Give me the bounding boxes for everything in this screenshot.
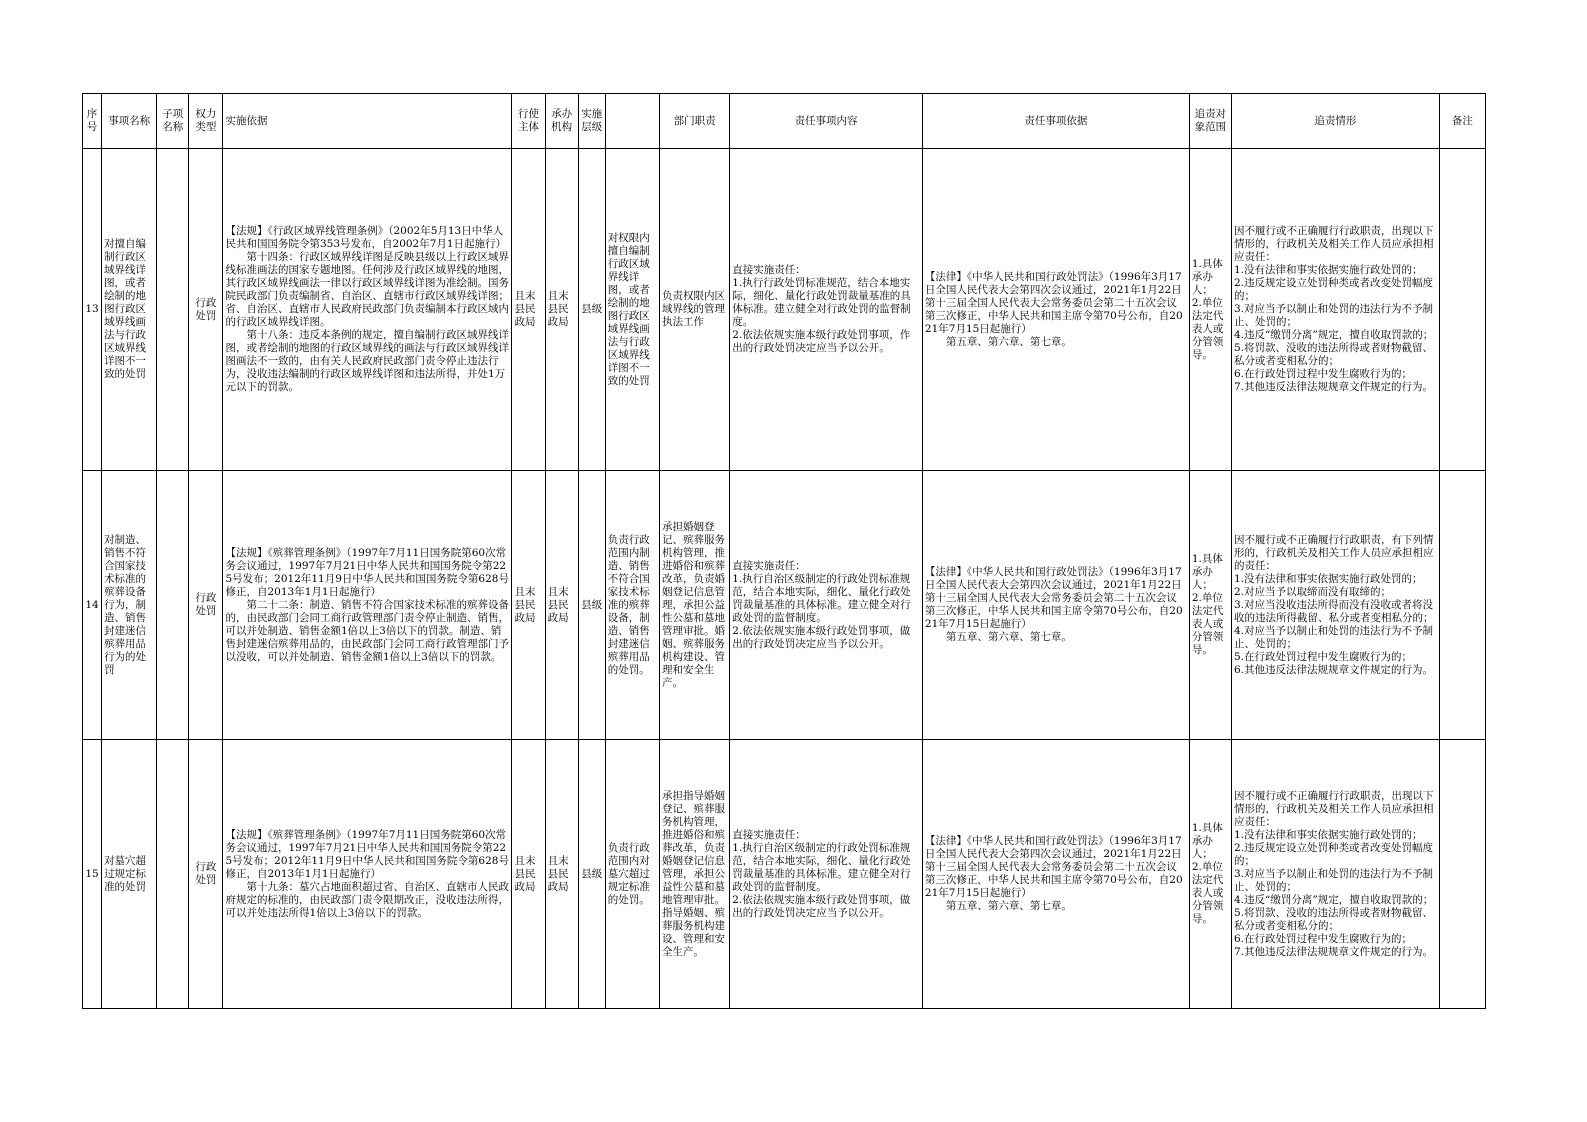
- cell-organ: 且末县民政局: [545, 740, 578, 1009]
- cell-sub-name: [157, 471, 189, 740]
- cell-power-type: 行政处罚: [189, 740, 223, 1009]
- cell-sub-name: [157, 149, 189, 471]
- cell-item-name: 对墓穴超过规定标准的处罚: [102, 740, 157, 1009]
- cell-resp-basis: [922, 471, 1189, 740]
- cell-level: 县级: [578, 740, 605, 1009]
- cell-scope-desc: 负责行政范围内制造、销售不符合国家技术标准的殡葬设备，制造、销售封建迷信殡葬用品的处罚。: [605, 471, 659, 740]
- cell-scope: 1.具体承办人； 2.单位法定代表人或分管领导。: [1189, 149, 1231, 471]
- header-dept-duty: 部门职责: [659, 94, 729, 149]
- cell-basis: [223, 740, 512, 1009]
- cell-remark: [1439, 471, 1485, 740]
- header-resp-content: 责任事项内容: [730, 94, 923, 149]
- basis-line: 【法规】《殡葬管理条例》（1997年7月11日国务院第60次常务会议通过，1997年7月21日中华人民共和国国务院令第225号发布；2012年11月9日中华人民共和国国务院令第628号修正，自2013年1月1日起施行）: [225, 828, 509, 880]
- cell-resp-basis: [922, 740, 1189, 1009]
- cell-scope-desc: 负责行政范围内对墓穴超过规定标准的处罚。: [605, 740, 659, 1009]
- cell-resp-basis: [922, 149, 1189, 471]
- header-resp-basis: 责任事项依据: [922, 94, 1189, 149]
- header-remark: 备注: [1439, 94, 1485, 149]
- header-blank: [605, 94, 659, 149]
- header-scope: 追责对象范围: [1189, 94, 1231, 149]
- cell-dept-duty: 承担指导婚姻登记、殡葬服务机构管理，推进婚俗和殡葬改革，负责婚姻登记信息管理，承担公益性公墓和墓地管理审批。指导婚姻、殡葬服务机构建设、管理和安全生产。: [659, 740, 729, 1009]
- header-level: 实施层级: [578, 94, 605, 149]
- header-power-type: 权力类型: [189, 94, 223, 149]
- cell-dept-duty: 承担婚姻登记、殡葬服务机构管理，推进婚俗和殡葬改革，负责婚姻登记信息管理，承担公益性公墓和墓地管理审批。婚姻、殡葬服务机构建设、管理和安全生产。: [659, 471, 729, 740]
- cell-power-type: 行政处罚: [189, 149, 223, 471]
- header-basis: 实施依据: [223, 94, 512, 149]
- cell-scope-desc: 对权限内擅自编制行政区域界线详图，或者绘制的地图行政区域界线画法与行政区域界线详图不一致的处罚: [605, 149, 659, 471]
- cell-resp-content: 直接实施责任： 1.执行行政处罚标准规范，结合本地实际，细化、量化行政处罚裁量基准的具体标准。建立健全对行政处罚的监督制度。 2.依法依规实施本级行政处罚事项，作出的行政处罚决定应当予以公开。: [730, 149, 923, 471]
- header-item-name: 事项名称: [102, 94, 157, 149]
- basis-line: 第十九条：墓穴占地面积超过省、自治区、直辖市人民政府规定的标准的，由民政部门责令限期改正，没收违法所得，可以并处违法所得1倍以上3倍以下的罚款。: [225, 880, 509, 919]
- cell-item-name: 对擅自编制行政区域界线详图，或者绘制的地图行政区域界线画法与行政区域界线详图不一致的处罚: [102, 149, 157, 471]
- cell-organ: 且末县民政局: [545, 471, 578, 740]
- header-organ: 承办机构: [545, 94, 578, 149]
- cell-subject: 且末县民政局: [512, 149, 545, 471]
- cell-scope: 1.具体承办人； 2.单位法定代表人或分管领导。: [1189, 471, 1231, 740]
- cell-basis: [223, 471, 512, 740]
- cell-seq: 14: [83, 471, 102, 740]
- cell-sub-name: [157, 740, 189, 1009]
- basis-line: 【法规】《行政区域界线管理条例》（2002年5月13日中华人民共和国国务院令第353号发布，自2002年7月1日起施行）: [225, 225, 507, 250]
- cell-subject: 且末县民政局: [512, 740, 545, 1009]
- table-row: [83, 149, 1486, 471]
- cell-organ: 且末县民政局: [545, 149, 578, 471]
- cell-accountability: 因不履行或不正确履行行政职责，出现以下情形的，行政机关及相关工作人员应承担相应责任： 1.没有法律和事实依据实施行政处罚的； 2.违反规定设立处罚种类或者改变处罚幅度的； 3.对应当予以制止和处罚的违法行为不予制止、处罚的； 4.违反“缴罚分离”规定，擅自收取罚款的； 5.将罚款、没收的违法所得或者财物截留、私分或者变相私分的； 6.在行政处罚过程中发生腐败行为的； 7.其他违反法律法规规章文件规定的行为。: [1231, 149, 1439, 471]
- resp-basis-main: 【法律】《中华人民共和国行政处罚法》（1996年3月17日全国人民代表大会第四次会议通过，2021年1月22日第十三届全国人民代表大会常务委员会第二十五次会议第三次修正，中华人民共和国主席令第70号公布，自2021年7月15日起施行）: [924, 270, 1183, 335]
- cell-scope: 1.具体承办人； 2.单位法定代表人或分管领导。: [1189, 740, 1231, 1009]
- basis-line: 【法规】《殡葬管理条例》（1997年7月11日国务院第60次常务会议通过，1997年7月21日中华人民共和国国务院令第225号发布；2012年11月9日中华人民共和国国务院令第628号修正，自2013年1月1日起施行）: [225, 546, 509, 598]
- cell-resp-content: 直接实施责任： 1.执行自治区级制定的行政处罚标准规范，结合本地实际，细化、量化行政处罚裁量基准的具体标准。建立健全对行政处罚的监督制度。 2.依法依规实施本级行政处罚事项，做出的行政处罚决定应当予以公开。: [730, 740, 923, 1009]
- header-accountability: 追责情形: [1231, 94, 1439, 149]
- cell-dept-duty: 负责权限内区域界线的管理执法工作: [659, 149, 729, 471]
- cell-level: 县级: [578, 471, 605, 740]
- table-row: [83, 740, 1486, 1009]
- cell-subject: 且末县民政局: [512, 471, 545, 740]
- basis-line: 第十八条：违反本条例的规定，擅自编制行政区域界线详图，或者绘制的地图的行政区域界线的画法与行政区域界线详图画法不一致的，由有关人民政府民政部门责令停止违法行为，没收违法编制的行政区域界线详图和违法所得，并处1万元以下的罚款。: [225, 329, 509, 393]
- cell-remark: [1439, 740, 1485, 1009]
- resp-basis-main: 【法律】《中华人民共和国行政处罚法》（1996年3月17日全国人民代表大会第四次会议通过，2021年1月22日第十三届全国人民代表大会常务委员会第二十五次会议第三次修正，中华人民共和国主席令第70号公布，自2021年7月15日起施行）: [924, 566, 1183, 630]
- resp-basis-chapters: 第五章、第六章、第七章。: [945, 900, 1072, 912]
- cell-accountability: 因不履行或不正确履行行政职责，出现以下情形的，行政机关及相关工作人员应承担相应责任： 1.没有法律和事实依据实施行政处罚的； 2.违反规定设立处罚种类或者改变处罚幅度的； 3.对应当予以制止和处罚的违法行为不予制止、处罚的； 4.违反“缴罚分离”规定，擅自收取罚款的； 5.将罚款、没收的违法所得或者财物截留、私分或者变相私分的； 6.在行政处罚过程中发生腐败行为的； 7.其他违反法律法规规章文件规定的行为。: [1231, 740, 1439, 1009]
- cell-item-name: 对制造、销售不符合国家技术标准的殡葬设备行为，制造、销售封建迷信殡葬用品行为的处罚: [102, 471, 157, 740]
- header-row: [83, 94, 1486, 149]
- header-sub-name: 子项名称: [157, 94, 189, 149]
- cell-seq: 13: [83, 149, 102, 471]
- resp-basis-main: 【法律】《中华人民共和国行政处罚法》（1996年3月17日全国人民代表大会第四次会议通过，2021年1月22日第十三届全国人民代表大会常务委员会第二十五次会议第三次修正，中华人民共和国主席令第70号公布，自2021年7月15日起施行）: [924, 835, 1183, 899]
- header-seq: 序号: [83, 94, 102, 149]
- basis-line: 第二十二条：制造、销售不符合国家技术标准的殡葬设备的，由民政部门会同工商行政管理部门责令停止制造、销售，可以并处制造、销售金额1倍以上3倍以下的罚款。制造、销售封建迷信殡葬用品的，由民政部门会同工商行政管理部门予以没收，可以并处制造、销售金额1倍以上3倍以下的罚款。: [225, 598, 509, 663]
- cell-accountability: 因不履行或不正确履行行政职责，有下列情形的，行政机关及相关工作人员应承担相应的责任： 1.没有法律和事实依据实施行政处罚的； 2.对应当予以取缔而没有取缔的； 3.对应当没收违法所得而没有没收或者将没收的违法所得截留、私分或者变相私分的； 4.对应当予以制止和处罚的违法行为不予制止、处罚的； 5.在行政处罚过程中发生腐败行为的； 6.其他违反法律法规规章文件规定的行为。: [1231, 471, 1439, 740]
- cell-power-type: 行政处罚: [189, 471, 223, 740]
- cell-basis: [223, 149, 512, 471]
- resp-basis-chapters: 第五章、第六章、第七章。: [945, 631, 1072, 643]
- cell-level: 县级: [578, 149, 605, 471]
- cell-resp-content: 直接实施责任： 1.执行自治区级制定的行政处罚标准规范，结合本地实际，细化、量化行政处罚裁量基准的具体标准。建立健全对行政处罚的监督制度。 2.依法依规实施本级行政处罚事项，做出的行政处罚决定应当予以公开。: [730, 471, 923, 740]
- basis-line: 第十四条：行政区域界线详图是反映县级以上行政区域界线标准画法的国家专题地图。任何涉及行政区域界线的地图，其行政区域界线画法一律以行政区域界线详图为准绘制。国务院民政部门负责编制省、自治区、直辖市行政区域界线详图；省、自治区、直辖市人民政府民政部门负责编制本行政区域内的行政区域界线详图。: [225, 251, 509, 328]
- cell-seq: 15: [83, 740, 102, 1009]
- table-row: [83, 471, 1486, 740]
- resp-basis-chapters: 第五章、第六章、第七章。: [945, 335, 1072, 348]
- header-subject: 行使主体: [512, 94, 545, 149]
- cell-remark: [1439, 149, 1485, 471]
- power-list-table: [82, 93, 1486, 1009]
